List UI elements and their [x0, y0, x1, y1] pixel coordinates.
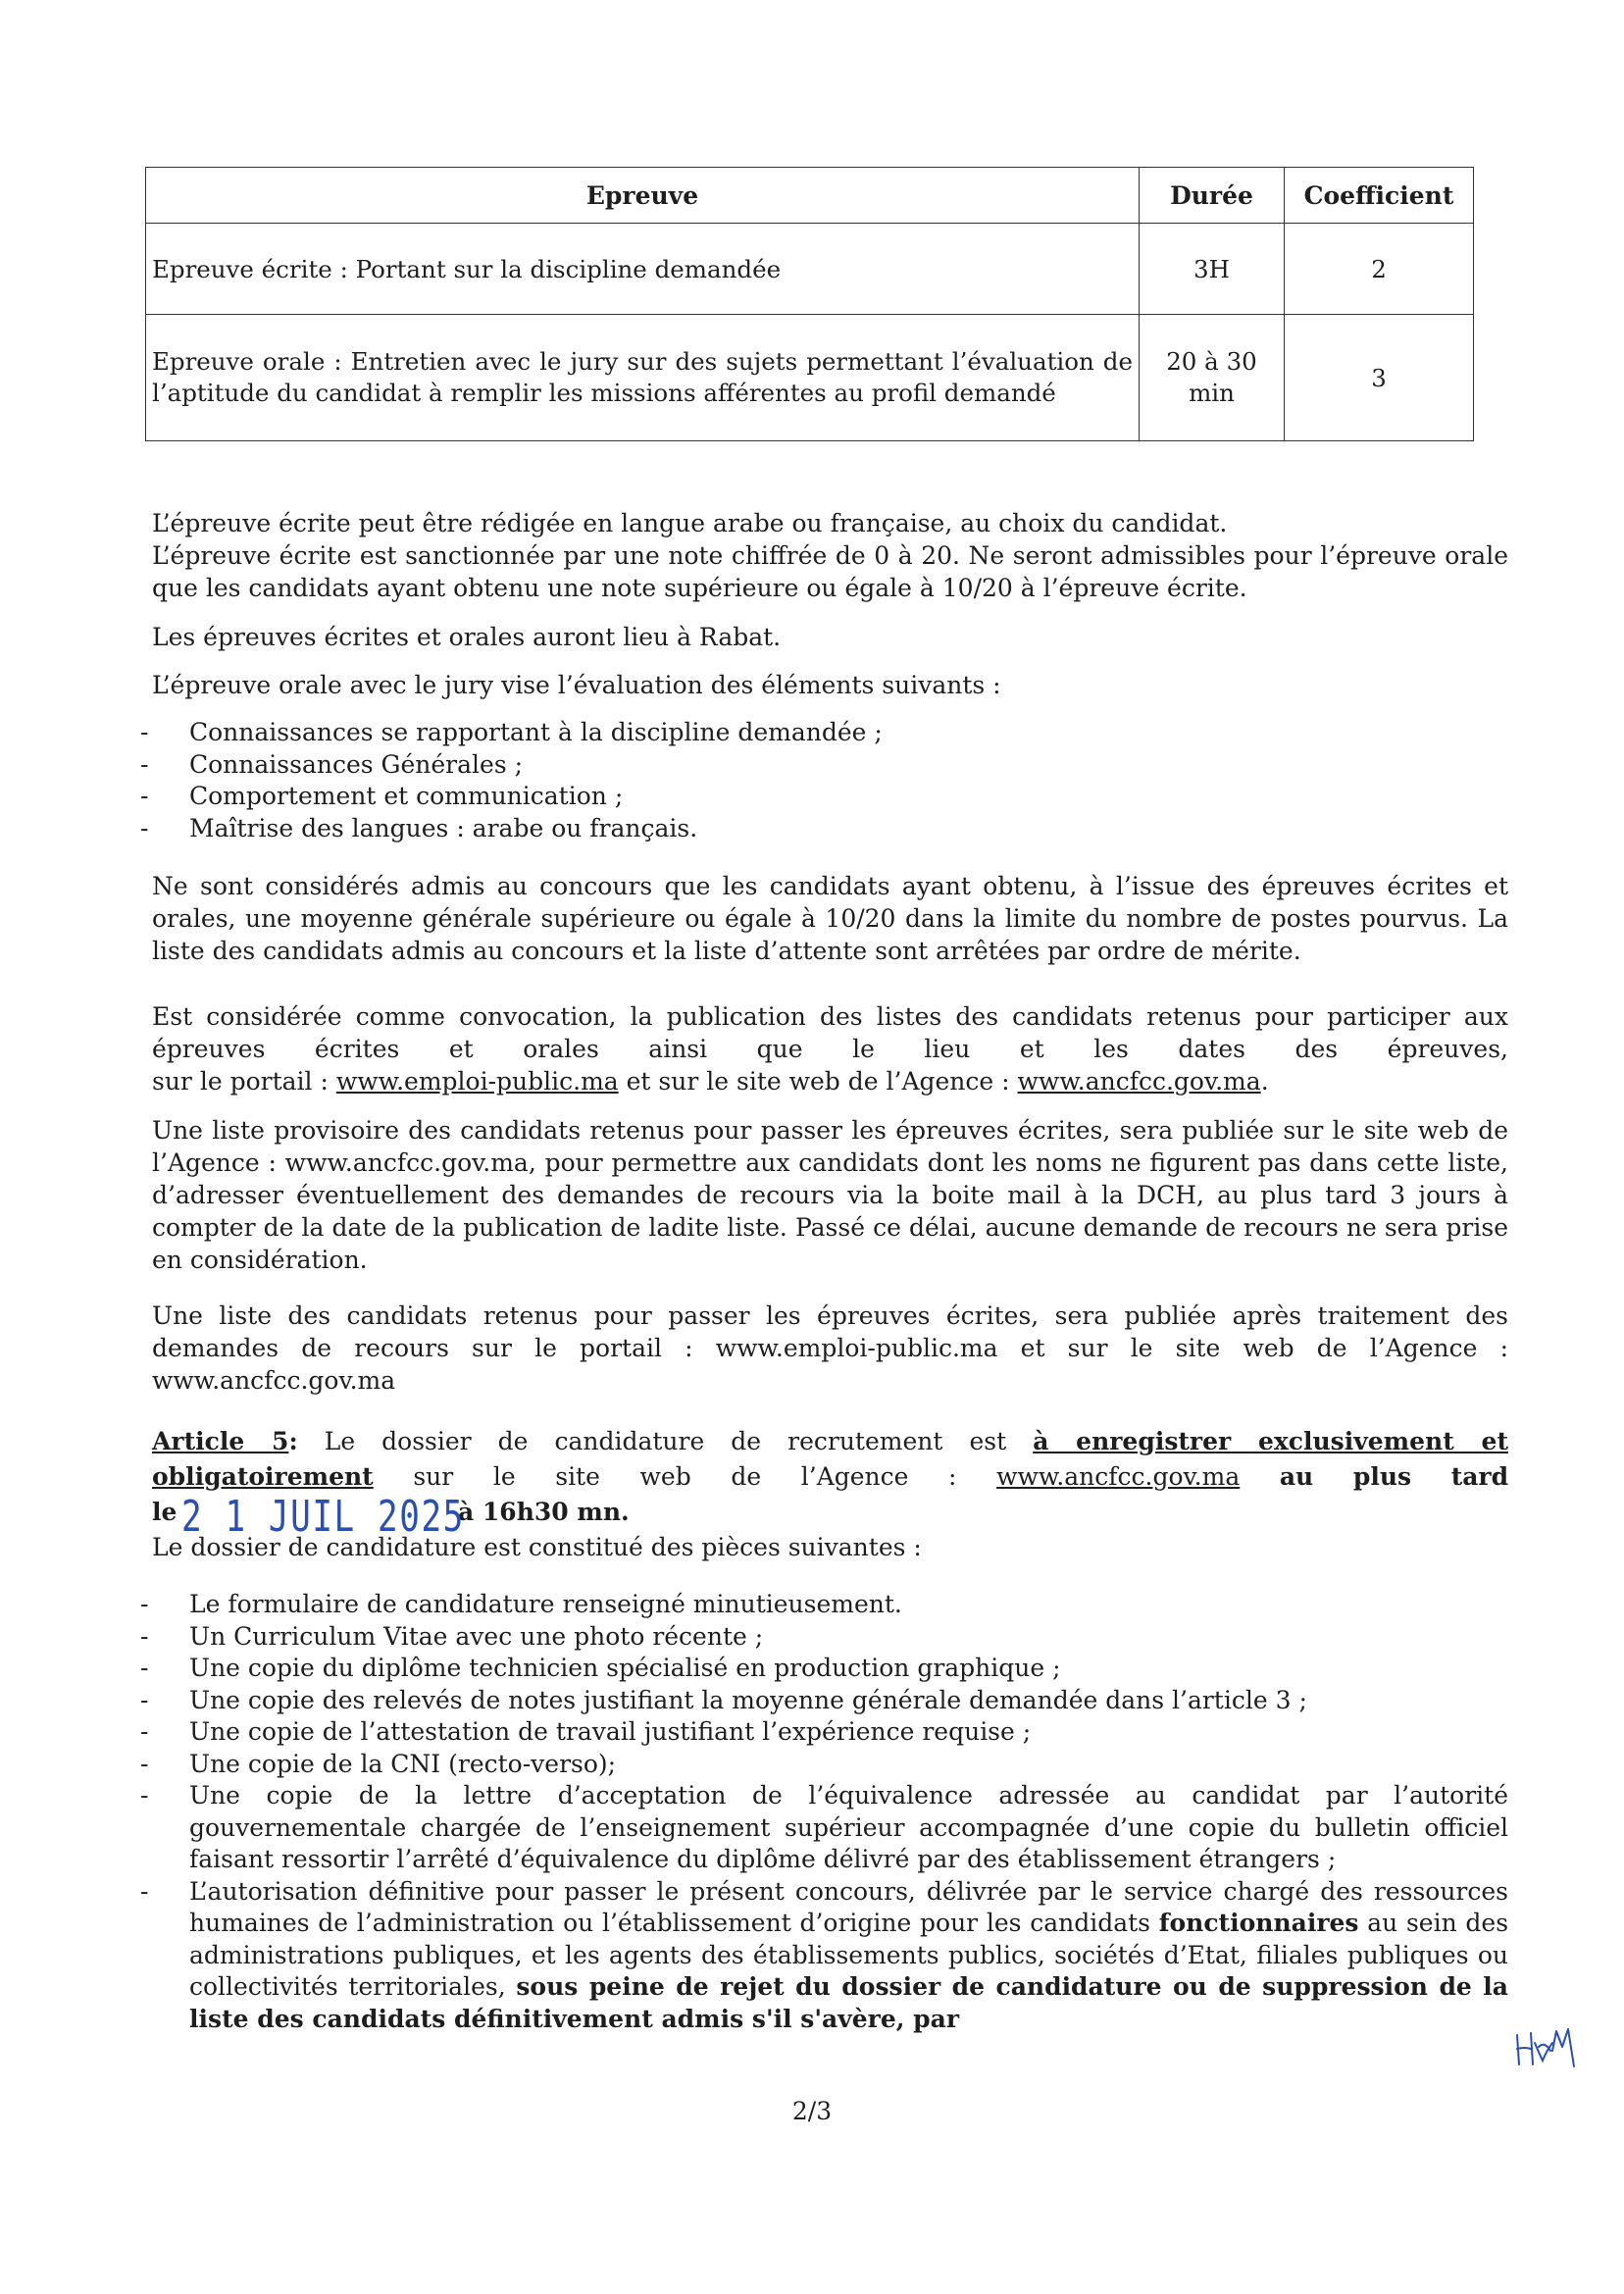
handwritten-initials-icon — [1513, 2017, 1578, 2076]
paragraph-langue — [152, 507, 1508, 604]
dash-bullet-icon: - — [140, 1749, 149, 1778]
deadline-time: à 16h30 mn. — [458, 1498, 630, 1526]
dash-bullet-icon: - — [140, 718, 149, 746]
article-5-line-1: Article 5: Le dossier de candidature de recrutement est à enregistrer exclusivement et — [152, 1427, 1509, 1455]
dash-bullet-icon: - — [140, 749, 149, 779]
dash-bullet-icon: - — [140, 1781, 149, 1810]
article-5-label: Article 5 — [152, 1427, 289, 1455]
table-row — [146, 224, 1474, 315]
emploi-public-link[interactable]: www.emploi-public.ma — [335, 1067, 619, 1096]
header-coefficient: Coefficient — [1285, 168, 1474, 224]
list-item: - Connaissances Générales ; — [140, 749, 1508, 782]
table-header-row — [146, 168, 1474, 224]
list-item: - Une copie de l’attestation de travail justifiant l’expérience requise ; — [140, 1716, 1508, 1749]
list-item: - Maîtrise des langues : arabe ou français. — [140, 813, 1508, 845]
convocation-text: Est considérée comme convocation, la publication des listes des candidats retenus pour participer aux épreuves écrites et orales ainsi que le lieu et les dates des épreuves, — [152, 1002, 1508, 1063]
cell-epreuve: Epreuve orale : Entretien avec le jury sur des sujets permettant l’évaluation de l’aptitude du candidat à remplir les missions afférentes au profil demandé — [146, 315, 1140, 441]
paragraph-line: L’épreuve écrite peut être rédigée en langue arabe ou française, au choix du candidat. — [152, 509, 1228, 537]
duree-line-2: min — [1189, 379, 1235, 407]
dash-bullet-icon: - — [140, 1590, 149, 1618]
paragraph-convocation — [152, 1000, 1508, 1097]
article-5-line-3: le à 16h30 mn. — [152, 1495, 1508, 1530]
ancfcc-link[interactable]: www.ancfcc.gov.ma — [996, 1462, 1241, 1491]
dash-bullet-icon: - — [140, 813, 149, 842]
page-number: 2/3 — [791, 2097, 833, 2125]
dash-bullet-icon: - — [140, 1876, 149, 1906]
cell-duree — [1140, 315, 1285, 441]
paragraph-line: L’épreuve écrite est sanctionnée par une note chiffrée de 0 à 20. Ne seront admissibles pour l’épreuve orale que les candidats ayant obtenu une note supérieure ou égale à 10/20 à l’épreuve écrite. — [152, 541, 1508, 602]
cell-coefficient: 3 — [1285, 315, 1474, 441]
header-epreuve: Epreuve — [146, 168, 1140, 224]
oral-elements-list — [140, 717, 1508, 844]
dash-bullet-icon: - — [140, 782, 149, 810]
article-5-pieces-intro: Le dossier de candidature est constitué des pièces suivantes : — [152, 1533, 922, 1561]
paragraph-lieu: Les épreuves écrites et orales auront lieu à Rabat. — [152, 623, 782, 651]
date-stamp: 2 1 JUIL 2025 — [181, 1492, 465, 1542]
dash-bullet-icon: - — [140, 1654, 149, 1682]
autorisation-text: L’autorisation définitive pour passer le présent concours, délivrée par le service chargé des ressources humaines de l’administration ou l’établissement d’origine pour les candidats fonctionnaires au sein des administrations publiques, et les agents des établissements publics, sociétés d’Etat, filiales publiques ou collectivités territoriales, sous peine de rejet du dossier de candidature ou de suppression de la liste des candidats définitivement admis s'il s'avère, par — [189, 1876, 1509, 2033]
list-item: - Une copie de la lettre d’acceptation de l’équivalence adressée au candidat par l’autorité gouvernementale chargée de l’enseignement supérieur accompagnée d’une copie du bulletin officiel faisant ressortir l’arrêté d’équivalence du diplôme délivré par des établissement étrangers ; — [140, 1781, 1508, 1873]
pieces-list — [140, 1589, 1508, 2035]
list-item: - Le formulaire de candidature renseigné minutieusement. — [140, 1589, 1508, 1621]
table-row — [146, 315, 1474, 441]
list-item: - Une copie des relevés de notes justifiant la moyenne générale demandée dans l’article 3 ; — [140, 1685, 1508, 1717]
paragraph-admis: Ne sont considérés admis au concours que les candidats ayant obtenu, à l’issue des épreuves écrites et orales, une moyenne générale supérieure ou égale à 10/20 dans la limite du nombre de postes pourvus. La liste des candidats admis au concours et la liste d’attente sont arrêtées par ordre de mérite. — [152, 872, 1508, 965]
dash-bullet-icon: - — [140, 1621, 149, 1651]
list-item: - Une copie de la CNI (recto-verso); — [140, 1749, 1508, 1781]
cell-epreuve: Epreuve écrite : Portant sur la discipline demandée — [146, 224, 1140, 315]
paragraph-liste-provisoire: Une liste provisoire des candidats retenus pour passer les épreuves écrites, sera publiée sur le site web de l’Agence : www.ancfcc.gov.ma, pour permettre aux candidats dont les noms ne figurent pas dans cette liste, d’adresser éventuellement des demandes de recours via la boite mail à la DCH, au plus tard 3 jours à compter de la date de la publication de ladite liste. Passé ce délai, aucune demande de recours ne sera prise en considération. — [152, 1116, 1508, 1274]
cell-coefficient: 2 — [1285, 224, 1474, 315]
cell-duree: 3H — [1140, 224, 1285, 315]
header-duree: Durée — [1140, 168, 1285, 224]
list-item: - Un Curriculum Vitae avec une photo récente ; — [140, 1621, 1508, 1654]
paragraph-oral-intro: L’épreuve orale avec le jury vise l’évaluation des éléments suivants : — [152, 671, 1001, 699]
duree-line-1: 20 à 30 — [1166, 347, 1257, 376]
paragraph-liste-retenus: Une liste des candidats retenus pour passer les épreuves écrites, sera publiée après traitement des demandes de recours sur le portail : www.emploi-public.ma et sur le site web de l’Agence : www.ancfcc.gov.ma — [152, 1301, 1508, 1395]
ancfcc-link[interactable]: www.ancfcc.gov.ma — [1017, 1067, 1261, 1096]
list-item: - Comportement et communication ; — [140, 781, 1508, 813]
article-5-line-2: obligatoirement sur le site web de l’Agence : www.ancfcc.gov.ma au plus tard — [152, 1462, 1509, 1491]
list-item — [140, 1876, 1508, 2036]
list-item: - Connaissances se rapportant à la discipline demandée ; — [140, 717, 1508, 749]
dash-bullet-icon: - — [140, 1717, 149, 1746]
list-item: - Une copie du diplôme technicien spécialisé en production graphique ; — [140, 1653, 1508, 1685]
dash-bullet-icon: - — [140, 1685, 149, 1714]
convocation-links-line: sur le portail : www.emploi-public.ma et sur le site web de l’Agence : www.ancfcc.gov.ma. — [152, 1067, 1269, 1096]
epreuves-table — [145, 167, 1474, 441]
